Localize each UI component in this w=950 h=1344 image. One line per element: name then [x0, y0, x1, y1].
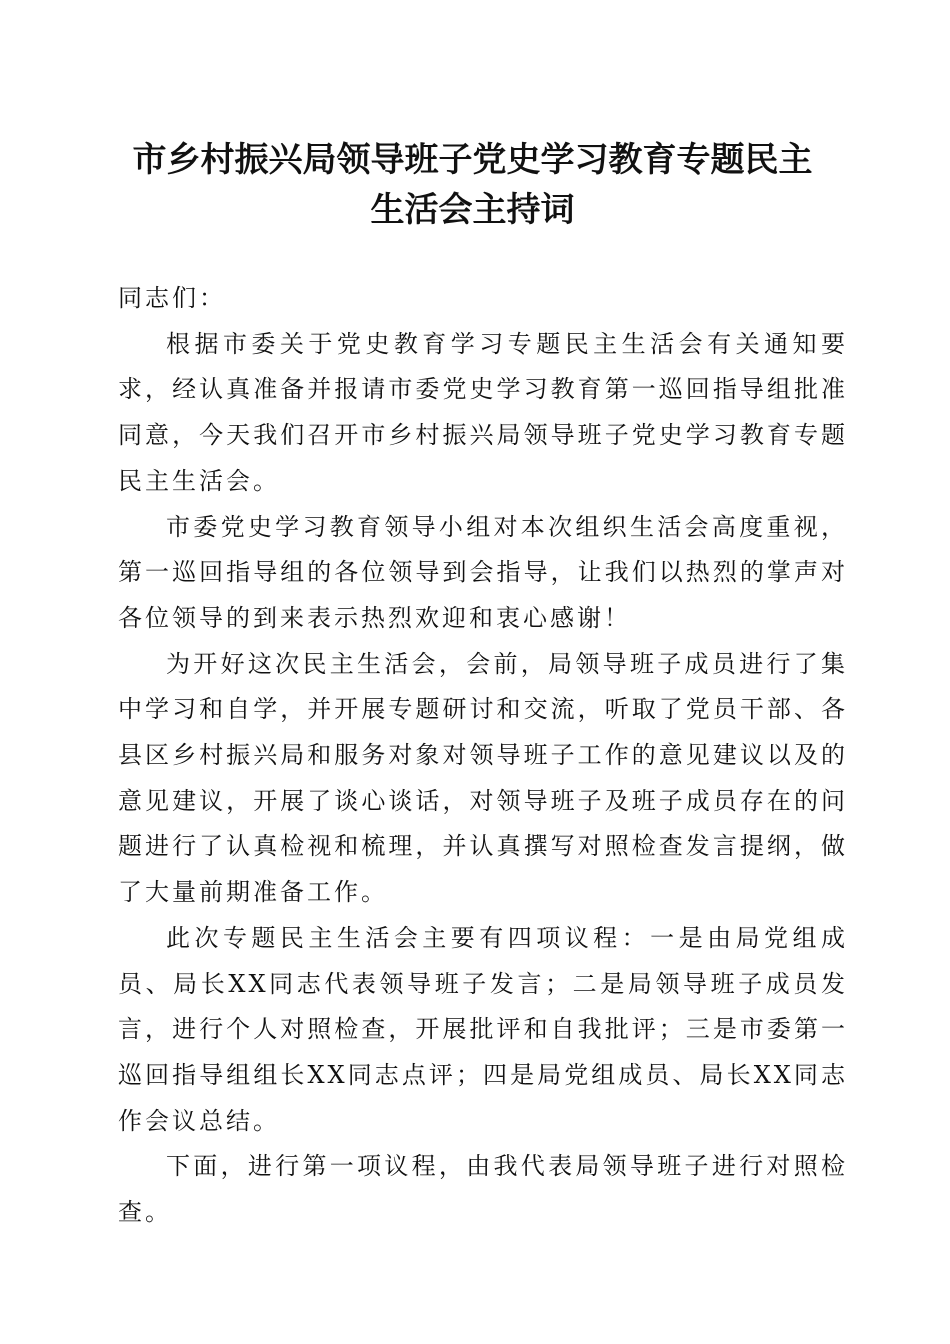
- salutation: 同志们：: [118, 284, 226, 312]
- title-line-1: 市乡村振兴局领导班子党史学习教育专题民主: [132, 140, 813, 180]
- title-line-2: 生活会主持词: [370, 190, 575, 230]
- paragraph-4: 此次专题民主生活会主要有四项议程：一是由局党组成员、局长XX同志代表领导班子发言；二是局领导班子成员发言，进行个人对照检查，开展批评和自我批评；三是市委第一巡回指导组组长XX同志点评；四是局党组成员、局长XX同志作会议总结。: [118, 923, 848, 1135]
- paragraph-5: 下面，进行第一项议程，由我代表局领导班子进行对照检查。: [118, 1152, 848, 1227]
- paragraph-1: 根据市委关于党史教育学习专题民主生活会有关通知要求，经认真准备并报请市委党史学习教育第一巡回指导组批准同意，今天我们召开市乡村振兴局领导班子党史学习教育专题民主生活会。: [118, 329, 848, 495]
- paragraph-3: 为开好这次民主生活会，会前，局领导班子成员进行了集中学习和自学，并开展专题研讨和交流，听取了党员干部、各县区乡村振兴局和服务对象对领导班子工作的意见建议以及的意见建议，开展了谈心谈话，对领导班子及班子成员存在的问题进行了认真检视和梳理，并认真撰写对照检查发言提纲，做了大量前期准备工作。: [118, 649, 848, 907]
- document-title: [100, 135, 845, 235]
- paragraph-2: 市委党史学习教育领导小组对本次组织生活会高度重视，第一巡回指导组的各位领导到会指导，让我们以热烈的掌声对各位领导的到来表示热烈欢迎和衷心感谢！: [118, 512, 848, 632]
- document-body: [118, 276, 848, 1236]
